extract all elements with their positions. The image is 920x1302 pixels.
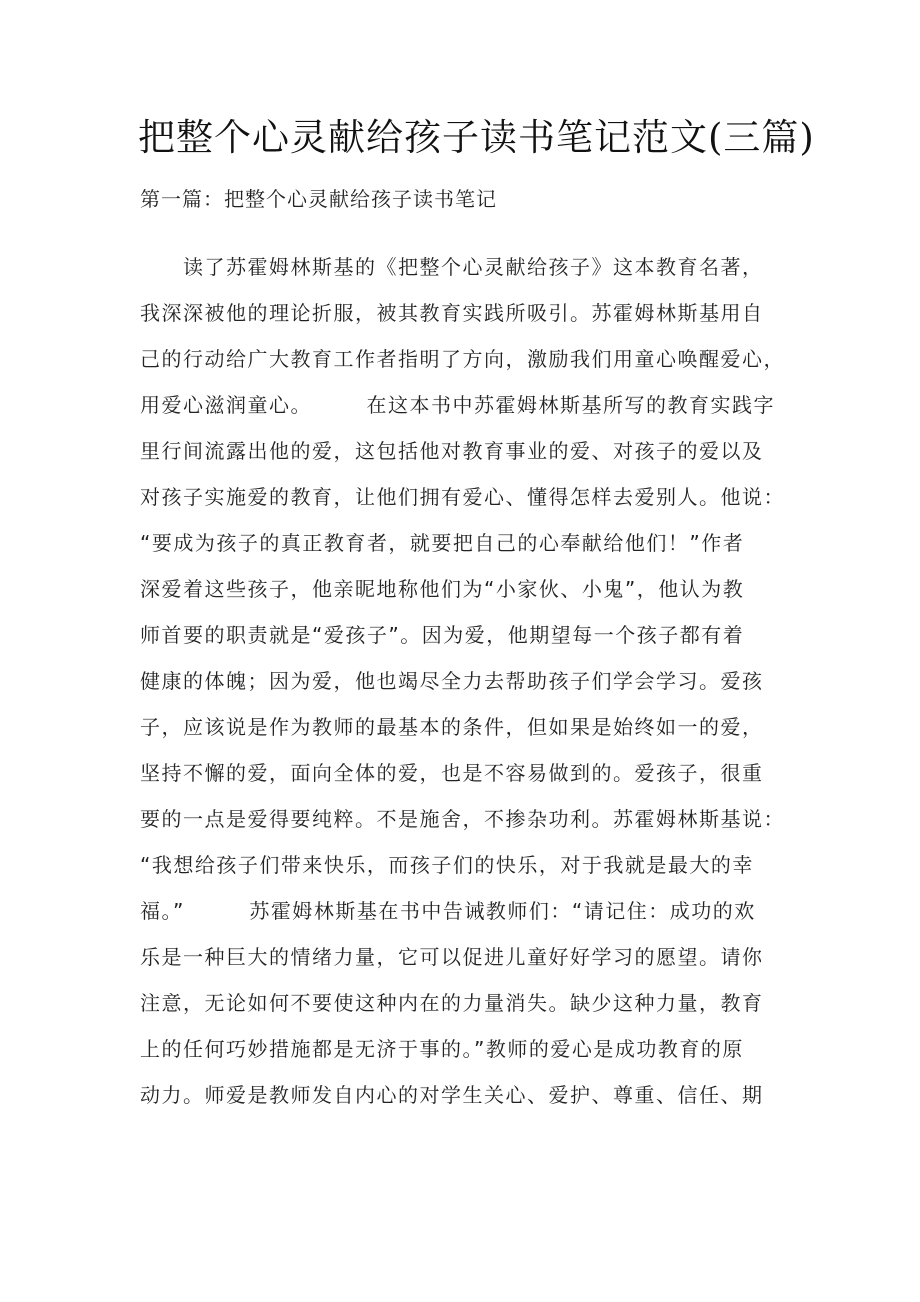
text-line: 我深深被他的理论折服，被其教育实践所吸引。苏霍姆林斯基用自 (140, 301, 764, 325)
text-line: 子，应该说是作为教师的最基本的条件，但如果是始终如一的爱， (140, 715, 764, 739)
body-text (140, 248, 800, 1122)
text-line: “要成为孩子的真正教育者，就要把自己的心奉献给他们！”作者 (140, 531, 745, 555)
text-line: 坚持不懈的爱，面向全体的爱，也是不容易做到的。爱孩子，很重 (140, 761, 764, 785)
text-line: 乐是一种巨大的情绪力量，它可以促进儿童好好学习的愿望。请你 (140, 945, 764, 969)
text-line: 健康的体魄；因为爱，他也竭尽全力去帮助孩子们学会学习。爱孩 (140, 669, 764, 693)
text-line: 师首要的职责就是“爱孩子”。因为爱，他期望每一个孩子都有着 (140, 623, 745, 647)
text-line: 注意，无论如何不要使这种内在的力量消失。缺少这种力量，教育 (140, 991, 764, 1015)
text-line: “我想给孩子们带来快乐，而孩子们的快乐，对于我就是最大的幸 (140, 853, 754, 877)
text-line: 对孩子实施爱的教育，让他们拥有爱心、懂得怎样去爱别人。他说： (140, 485, 785, 509)
text-line: 里行间流露出他的爱，这包括他对教育事业的爱、对孩子的爱以及 (140, 439, 764, 463)
document-title: 把整个心灵献给孩子读书笔记范文(三篇) (138, 116, 815, 159)
text-line: 上的任何巧妙措施都是无济于事的。”教师的爱心是成功教育的原 (140, 1037, 744, 1061)
text-line: 深爱着这些孩子，他亲昵地称他们为“小家伙、小鬼”，他认为教 (140, 577, 745, 601)
section-heading: 第一篇：把整个心灵献给孩子读书笔记 (140, 187, 497, 211)
text-line: 读了苏霍姆林斯基的《把整个心灵献给孩子》这本教育名著， (140, 255, 764, 279)
text-line: 福。” 苏霍姆林斯基在书中告诫教师们：“请记住：成功的欢 (140, 899, 756, 923)
text-line: 用爱心滋润童心。 在这本书中苏霍姆林斯基所写的教育实践字 (140, 393, 775, 417)
text-line: 己的行动给广大教育工作者指明了方向，激励我们用童心唤醒爱心， (140, 347, 785, 371)
text-line: 要的一点是爱得要纯粹。不是施舍，不掺杂功利。苏霍姆林斯基说： (140, 807, 785, 831)
text-line: 动力。师爱是教师发自内心的对学生关心、爱护、尊重、信任、期 (140, 1083, 764, 1107)
